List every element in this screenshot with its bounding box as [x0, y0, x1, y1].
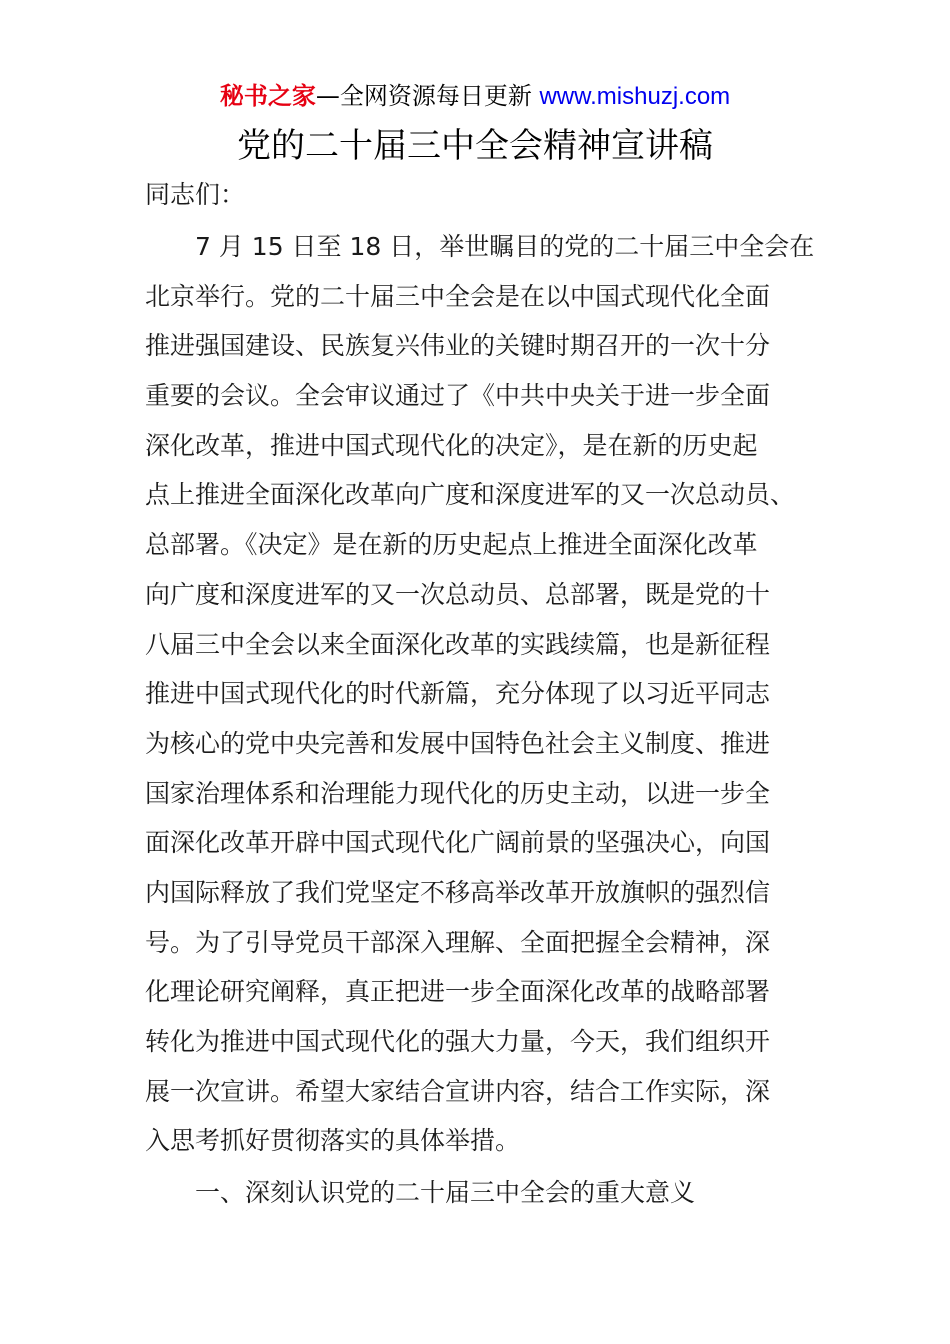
- section-heading: 一、深刻认识党的二十届三中全会的重大意义: [195, 1178, 696, 1207]
- site-name: 秘书之家: [219, 82, 316, 110]
- paragraph-line: 八届三中全会以来全面深化改革的实践续篇，也是新征程: [145, 629, 771, 659]
- paragraph-line: 为核心的党中央完善和发展中国特色社会主义制度、推进: [145, 728, 771, 758]
- paragraph-line: 重要的会议。全会审议通过了《中共中央关于进一步全面: [145, 381, 771, 411]
- paragraph-line: 入思考抓好贯彻落实的具体举措。: [145, 1126, 521, 1156]
- paragraph-line: 推进中国式现代化的时代新篇，充分体现了以习近平同志: [145, 679, 771, 709]
- paragraph-line: 推进强国建设、民族复兴伟业的关键时期召开的一次十分: [145, 331, 771, 361]
- paragraph-line: 转化为推进中国式现代化的强大力量，今天，我们组织开: [145, 1027, 771, 1056]
- site-url-link[interactable]: www.mishuzj.com: [539, 83, 731, 110]
- paragraph-line: 向广度和深度进军的又一次总动员、总部署，既是党的十: [145, 579, 771, 609]
- salutation: 同志们：: [145, 180, 246, 209]
- paragraph-line: 7 月 15 日至 18 日，举世瞩目的党的二十届三中全会在: [195, 232, 815, 261]
- site-header: [0, 80, 950, 113]
- paragraph-line: 面深化改革开辟中国式现代化广阔前景的坚强决心，向国: [145, 828, 771, 858]
- document-title: 党的二十届三中全会精神宣讲稿: [237, 126, 713, 166]
- paragraph-line: 展一次宣讲。希望大家结合宣讲内容，结合工作实际，深: [145, 1076, 771, 1106]
- paragraph-line: 号。为了引导党员干部深入理解、全面把握全会精神，深: [145, 927, 771, 957]
- paragraph-line: 北京举行。党的二十届三中全会是在以中国式现代化全面: [145, 281, 771, 311]
- paragraph-line: 总部署。《决定》是在新的历史起点上推进全面深化改革: [145, 530, 758, 560]
- paragraph-1: [145, 222, 815, 1166]
- paragraph-line: 点上推进全面深化改革向广度和深度进军的又一次总动员、: [145, 480, 796, 510]
- paragraph-line: 国家治理体系和治理能力现代化的历史主动，以进一步全: [145, 778, 771, 808]
- paragraph-line: 化理论研究阐释，真正把进一步全面深化改革的战略部署: [145, 977, 771, 1007]
- paragraph-line: 深化改革，推进中国式现代化的决定》，是在新的历史起: [145, 430, 758, 460]
- paragraph-line: 内国际释放了我们党坚定不移高举改革开放旗帜的强烈信: [145, 877, 771, 907]
- site-tagline: —全网资源每日更新: [315, 82, 540, 110]
